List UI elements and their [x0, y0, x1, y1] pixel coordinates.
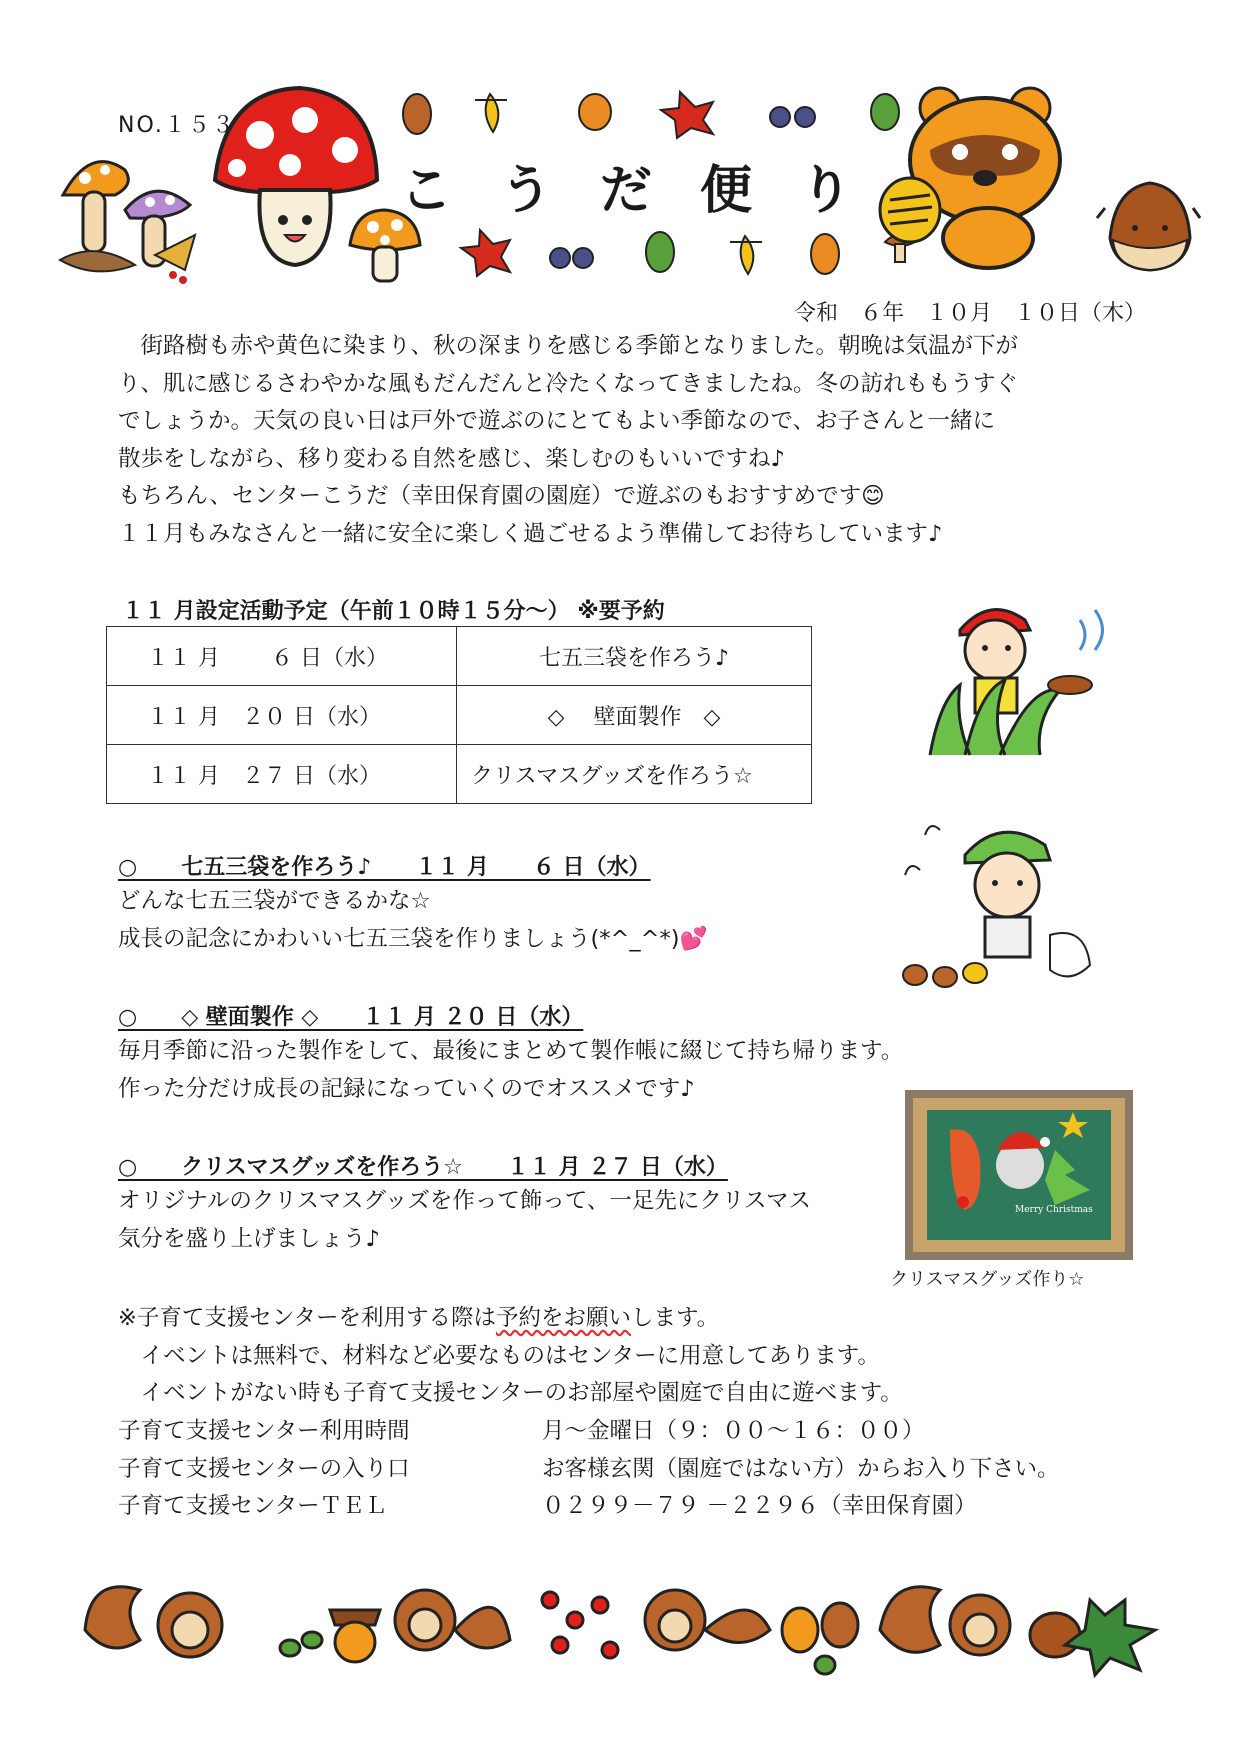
schedule-event: クリスマスグッズを作ろう☆ — [457, 745, 812, 804]
event-line: 毎月季節に沿った製作をして、最後にまとめて製作帳に綴じて持ち帰ります。 — [118, 1038, 904, 1064]
issue-date: 令和 ６年 １０月 １０日（木） — [793, 301, 1146, 326]
newsletter-title: こうだ便り — [400, 161, 901, 221]
schedule-event: 七五三袋を作ろう♪ — [457, 627, 812, 686]
schedule-date: １１ 月 ２０ 日（水） — [107, 686, 457, 745]
note-line: イベントは無料で、材料など必要なものはセンターに用意してあります。 — [118, 1342, 880, 1369]
table-row — [107, 686, 812, 745]
info-value: 月～金曜日（９：００～１６：００） — [542, 1418, 925, 1444]
usage-notes — [118, 1300, 903, 1413]
intro-paragraph — [118, 328, 1128, 553]
schedule-date: １１ 月 ６ 日（水） — [107, 627, 457, 686]
card-text: Merry Christmas — [1015, 1205, 1093, 1215]
intro-line: り、肌に感じるさわやかな風もだんだんと冷たくなってきましたね。冬の訪れももうすぐ — [118, 370, 1019, 397]
event-line: オリジナルのクリスマスグッズを作って飾って、一足先にクリスマス — [118, 1188, 812, 1214]
center-info — [118, 1413, 1060, 1526]
christmas-craft-photo — [905, 1090, 1133, 1260]
info-label: 子育て支援センターＴＥＬ — [118, 1493, 388, 1519]
intro-line: でしょうか。天気の良い日は戸外で遊ぶのにとてもよい季節なので、お子さんと一緒に — [118, 408, 996, 434]
autumn-leaves-row-top — [395, 82, 915, 142]
table-row — [107, 745, 812, 804]
event-body-christmas — [118, 1183, 811, 1258]
event-body-shichigosan — [118, 883, 708, 958]
note-underlined: 予約をお願い — [495, 1305, 631, 1331]
event-line: 気分を盛り上げましょう♪ — [118, 1225, 380, 1252]
intro-line: 散歩をしながら、移り変わる自然を感じ、楽しむのもいいですね♪ — [118, 445, 785, 472]
info-row — [118, 1451, 1060, 1489]
note-line: イベントがない時も子育て支援センターのお部屋や園庭で自由に遊べます。 — [118, 1380, 903, 1406]
intro-line: 街路樹も赤や黄色に染まり、秋の深まりを感じる季節となりました。朝晩は気温が下が — [118, 333, 1019, 359]
info-label: 子育て支援センターの入り口 — [118, 1455, 410, 1482]
autumn-leaves-row-bottom — [455, 222, 925, 282]
table-row — [107, 627, 812, 686]
schedule-date: １１ 月 ２７ 日（水） — [107, 745, 457, 804]
child-with-acorns-illustration — [885, 815, 1115, 990]
mushroom-cluster-illustration — [55, 140, 205, 290]
schedule-title: １１ 月設定活動予定（午前１０時１５分～） ※要予約 — [122, 599, 665, 624]
photo-caption: クリスマスグッズ作り☆ — [890, 1269, 1085, 1290]
note-suffix: します。 — [630, 1305, 720, 1331]
event-heading-wall-craft: ○ ◇ 壁面製作 ◇ １１ 月 ２０ 日（水） — [118, 1005, 584, 1030]
squirrel-acorn-border-illustration — [80, 1570, 1170, 1685]
event-body-wall-craft — [118, 1033, 903, 1108]
event-heading-christmas: ○ クリスマスグッズを作ろう☆ １１ 月 ２７ 日（水） — [118, 1155, 728, 1180]
info-label: 子育て支援センター利用時間 — [118, 1418, 410, 1444]
schedule-table — [106, 626, 812, 804]
intro-line: もちろん、センターこうだ（幸田保育園の園庭）で遊ぶのもおすすめです😊 — [118, 483, 885, 509]
event-line: 成長の記念にかわいい七五三袋を作りましょう(*^_^*)💕 — [118, 925, 708, 952]
note-line — [118, 1300, 903, 1338]
info-value: ０２９９－７９ －２２９６（幸田保育園） — [542, 1493, 977, 1519]
info-row — [118, 1413, 1060, 1451]
tanuki-illustration — [870, 80, 1080, 270]
info-value: お客様玄関（園庭ではない方）からお入り下さい。 — [542, 1455, 1060, 1482]
intro-line: １１月もみなさんと一緒に安全に楽しく過ごせるよう準備してお待ちしています♪ — [118, 520, 943, 547]
event-line: どんな七五三袋ができるかな☆ — [118, 888, 431, 914]
note-prefix: ※子育て支援センターを利用する際は — [118, 1305, 496, 1331]
event-heading-shichigosan: ○ 七五三袋を作ろう♪ １１ 月 ６ 日（水） — [118, 855, 651, 880]
issue-number: NO.１５３ — [118, 113, 236, 138]
child-with-cricket-illustration — [920, 590, 1120, 760]
info-row — [118, 1488, 1060, 1526]
schedule-event: ◇ 壁面製作 ◇ — [457, 686, 812, 745]
chestnut-illustration — [1095, 178, 1205, 278]
event-line: 作った分だけ成長の記録になっていくのでオススメです♪ — [118, 1075, 695, 1102]
